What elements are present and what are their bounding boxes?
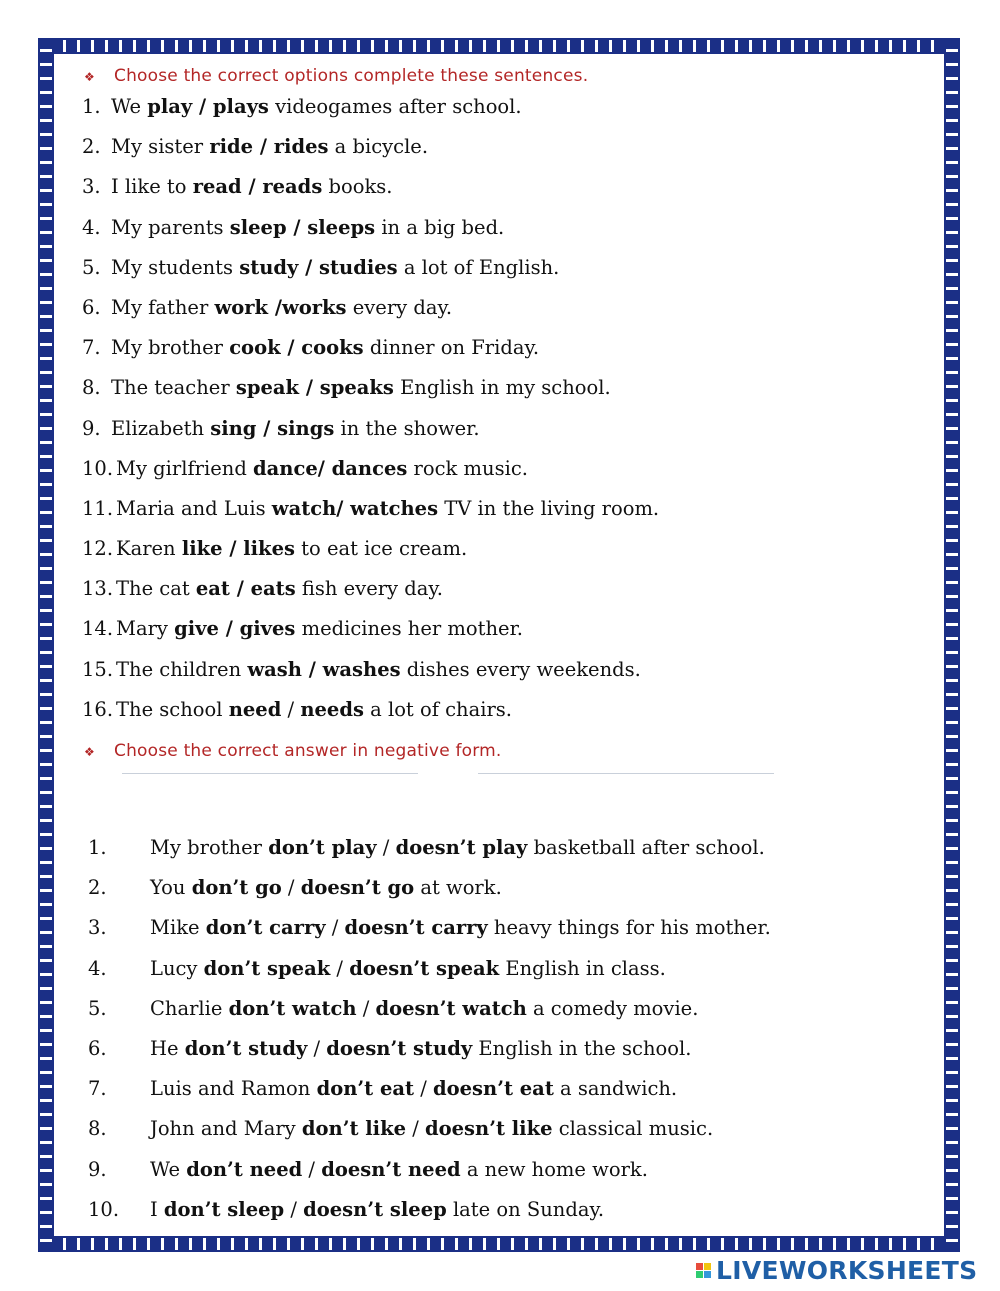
answer-option-a[interactable]: don’t carry (205, 916, 326, 940)
brand-name: LIVEWORKSHEETS (716, 1255, 978, 1285)
list-item: 12. Karen like / likes to eat ice cream. (82, 537, 468, 561)
border-top (38, 38, 960, 54)
section1-heading (84, 66, 588, 86)
divider-line (122, 773, 418, 774)
list-item: 8. John and Mary don’t like / doesn’t like classical music. (88, 1117, 714, 1141)
answer-options[interactable]: play / plays (147, 95, 269, 118)
list-item: 6. My father work /works every day. (82, 295, 453, 319)
list-item: 2. My sister ride / rides a bicycle. (82, 135, 429, 159)
list-item: 5. My students study / studies a lot of English. (82, 255, 560, 279)
answer-option-b[interactable]: doesn’t sleep (303, 1197, 447, 1221)
answer-options[interactable]: read / reads (192, 175, 323, 199)
list-item: 4. My parents sleep / sleeps in a big bed. (82, 215, 505, 239)
answer-options[interactable]: cook / cooks (229, 336, 364, 360)
answer-options[interactable]: watch/ watches (271, 496, 439, 520)
list-item: 3. I like to read / reads books. (82, 175, 393, 199)
answer-options[interactable]: sleep / sleeps (229, 215, 376, 239)
diamond-bullet-icon: ❖ (84, 70, 95, 84)
answer-option-a[interactable]: need (228, 697, 282, 721)
answer-option-a[interactable]: don’t need (186, 1157, 303, 1181)
list-item: 9. Elizabeth sing / sings in the shower. (82, 416, 480, 440)
section2-list (88, 833, 771, 1235)
answer-option-a[interactable]: don’t eat (316, 1077, 415, 1101)
list-item: 14. Mary give / gives medicines her mother. (82, 617, 523, 641)
answer-option-a[interactable]: don’t watch (228, 996, 357, 1020)
answer-option-a[interactable]: don’t like (301, 1117, 407, 1141)
answer-options[interactable]: sing / sings (210, 416, 335, 440)
list-item: 7. Luis and Ramon don’t eat / doesn’t eat a sandwich. (88, 1077, 678, 1101)
list-item: 10. My girlfriend dance/ dances rock music. (82, 456, 528, 480)
list-item: 10. I don’t sleep / doesn’t sleep late on Sunday. (88, 1197, 605, 1221)
answer-options[interactable]: work /works (214, 295, 347, 319)
list-item: 1. We play / plays videogames after school. (82, 95, 522, 118)
answer-option-b[interactable]: doesn’t study (326, 1036, 473, 1060)
answer-options[interactable]: ride / rides (209, 135, 329, 159)
divider-line (478, 773, 774, 774)
list-item: 5. Charlie don’t watch / doesn’t watch a comedy movie. (88, 996, 699, 1020)
answer-option-b[interactable]: doesn’t need (321, 1157, 461, 1181)
section2-heading (84, 741, 502, 761)
border-right (944, 38, 960, 1252)
logo-squares-icon (696, 1263, 711, 1278)
answer-option-a[interactable]: don’t speak (203, 956, 331, 980)
diamond-bullet-icon: ❖ (84, 745, 95, 759)
section1-heading-text: Choose the correct options complete these sentences. (114, 66, 589, 86)
answer-option-b[interactable]: doesn’t like (424, 1117, 553, 1141)
answer-option-b[interactable]: doesn’t speak (349, 956, 500, 980)
answer-option-b[interactable]: doesn’t watch (375, 996, 527, 1020)
answer-options[interactable]: like / likes (181, 537, 295, 561)
answer-option-b[interactable]: doesn’t go (300, 876, 415, 900)
list-item: 8. The teacher speak / speaks English in my school. (82, 376, 611, 400)
section2-heading-text: Choose the correct answer in negative form. (114, 741, 502, 761)
answer-option-a[interactable]: don’t sleep (163, 1197, 285, 1221)
section1-list (82, 92, 659, 735)
list-item: 13. The cat eat / eats fish every day. (82, 577, 444, 601)
answer-option-b[interactable]: doesn’t play (395, 836, 528, 859)
answer-options[interactable]: eat / eats (195, 577, 296, 601)
list-item: 6. He don’t study / doesn’t study English in the school. (88, 1036, 692, 1060)
answer-option-b[interactable]: doesn’t eat (432, 1077, 554, 1101)
answer-options[interactable]: dance/ dances (253, 456, 408, 480)
list-item: 16. The school need / needs a lot of chairs. (82, 697, 512, 721)
list-item: 11. Maria and Luis watch/ watches TV in the living room. (82, 496, 660, 520)
list-item: 4. Lucy don’t speak / doesn’t speak English in class. (88, 956, 666, 980)
list-item: 3. Mike don’t carry / doesn’t carry heavy things for his mother. (88, 916, 771, 940)
answer-options[interactable]: study / studies (239, 255, 398, 279)
answer-options[interactable]: speak / speaks (235, 376, 394, 400)
border-left (38, 38, 54, 1252)
border-bottom (38, 1236, 960, 1252)
list-item: 2. You don’t go / doesn’t go at work. (88, 876, 502, 900)
list-item: 15. The children wash / washes dishes every weekends. (82, 657, 641, 681)
answer-option-b[interactable]: doesn’t carry (344, 916, 488, 940)
list-item: 1. My brother don’t play / doesn’t play basketball after school. (88, 836, 765, 859)
list-item: 9. We don’t need / doesn’t need a new home work. (88, 1157, 648, 1181)
answer-option-b[interactable]: needs (300, 697, 364, 721)
answer-options[interactable]: give / gives (174, 617, 296, 641)
answer-option-a[interactable]: don’t go (191, 876, 282, 900)
answer-options[interactable]: wash / washes (247, 657, 401, 681)
answer-option-a[interactable]: don’t play (268, 836, 377, 859)
liveworksheets-logo[interactable] (696, 1256, 977, 1284)
list-item: 7. My brother cook / cooks dinner on Friday. (82, 336, 540, 360)
answer-option-a[interactable]: don’t study (184, 1036, 308, 1060)
